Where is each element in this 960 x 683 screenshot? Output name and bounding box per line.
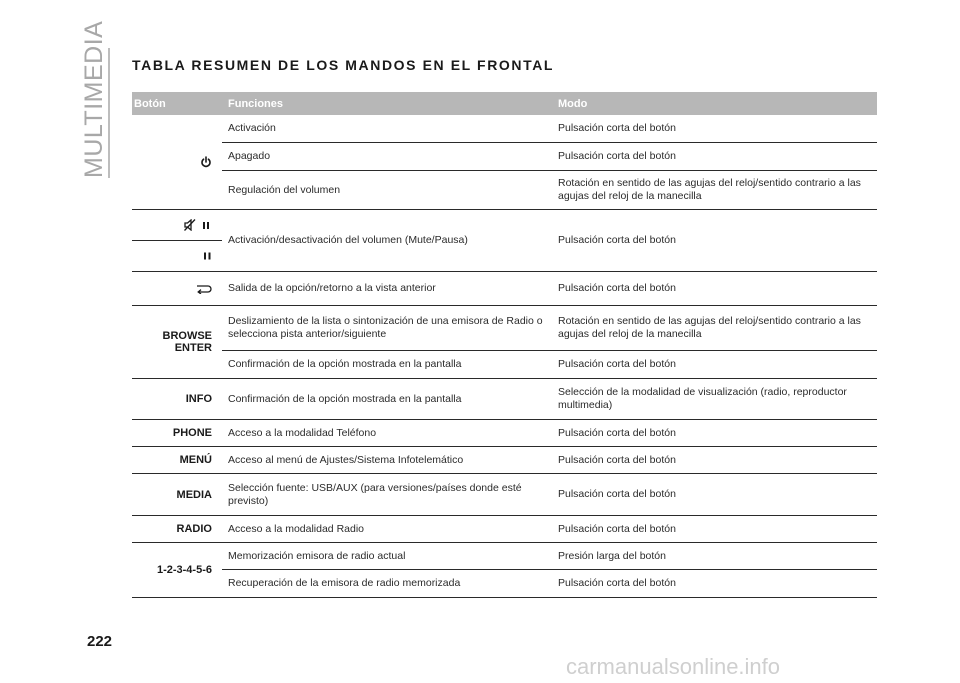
mode-cell: Pulsación corta del botón (558, 234, 676, 246)
header-modo: Modo (558, 97, 588, 110)
controls-summary-table (132, 92, 877, 598)
power-icon (200, 156, 212, 168)
header-funciones: Funciones (228, 97, 284, 110)
mode-cell: Pulsación corta del botón (558, 358, 676, 370)
function-cell: Acceso a la modalidad Radio (228, 522, 364, 535)
back-arrow-icon (196, 284, 212, 294)
function-cell: Activación/desactivación del volumen (Mute/Pausa) (228, 234, 468, 246)
table-row (222, 115, 877, 143)
table-row (222, 351, 877, 378)
table-row (222, 210, 877, 271)
table-row (222, 516, 877, 542)
group-info (132, 379, 877, 420)
group-browse-enter (132, 306, 877, 379)
table-row (222, 143, 877, 171)
button-cell-browse-enter (132, 306, 222, 378)
header-boton: Botón (134, 97, 166, 110)
mode-cell: Pulsación corta del botón (558, 453, 676, 466)
table-row (222, 543, 877, 570)
section-side-rule (108, 48, 110, 178)
function-cell: Regulación del volumen (228, 183, 341, 196)
mode-cell: Rotación en sentido de las agujas del reloj/sentido contrario a las agujas del reloj de la manecilla (558, 315, 861, 340)
site-watermark: carmanualsonline.info (566, 654, 781, 679)
mode-cell: Rotación en sentido de las agujas del reloj/sentido contrario a las agujas del reloj de la manecilla (558, 177, 861, 202)
function-cell: Confirmación de la opción mostrada en la pantalla (228, 358, 462, 370)
media-label: MEDIA (176, 488, 212, 501)
mode-cell: Pulsación corta del botón (558, 577, 676, 589)
table-row (222, 420, 877, 446)
mode-cell: Pulsación corta del botón (558, 282, 676, 294)
function-cell: Salida de la opción/retorno a la vista anterior (228, 282, 436, 294)
group-menu (132, 447, 877, 474)
group-back (132, 272, 877, 306)
table-row (222, 474, 877, 515)
table-header (132, 92, 877, 115)
button-cell-mute (132, 210, 222, 271)
pause-icon (204, 251, 212, 261)
button-cell-power (132, 115, 222, 209)
radio-label: RADIO (176, 523, 212, 535)
button-cell-menu (132, 447, 222, 473)
menu-label: MENÚ (179, 454, 212, 466)
table-row (222, 379, 877, 419)
table-row (222, 171, 877, 209)
enter-label: ENTER (174, 342, 212, 354)
page-title: TABLA RESUMEN DE LOS MANDOS EN EL FRONTAL (132, 57, 555, 73)
browse-label: BROWSE (162, 330, 212, 342)
mode-cell: Pulsación corta del botón (558, 522, 676, 535)
pause-button-symbol (132, 241, 222, 271)
table-row (222, 306, 877, 351)
button-cell-radio (132, 516, 222, 542)
function-cell: Acceso al menú de Ajustes/Sistema Infotelemático (228, 453, 464, 466)
mode-cell: Pulsación corta del botón (558, 426, 676, 439)
function-cell: Apagado (228, 150, 271, 162)
group-presets (132, 543, 877, 598)
table-row (222, 272, 877, 305)
table-row (222, 447, 877, 473)
button-cell-back (132, 272, 222, 305)
mute-pause-button-symbol (132, 210, 222, 241)
group-mute (132, 210, 877, 272)
button-cell-phone (132, 420, 222, 446)
function-cell: Deslizamiento de la lista o sintonización de una emisora de Radio o selecciona pista anterior/siguiente (228, 315, 543, 340)
button-cell-presets (132, 543, 222, 597)
page-number: 222 (87, 633, 113, 650)
mode-cell: Pulsación corta del botón (558, 122, 676, 134)
phone-label: PHONE (172, 427, 212, 439)
section-side-label: MULTIMEDIA (80, 20, 108, 178)
function-cell: Activación (228, 122, 276, 134)
group-radio (132, 516, 877, 543)
presets-label: 1-2-3-4-5-6 (156, 564, 212, 576)
group-power (132, 115, 877, 210)
mode-cell: Selección de la modalidad de visualización (radio, reproductor multimedia) (558, 386, 847, 411)
group-phone (132, 420, 877, 447)
button-cell-info (132, 379, 222, 419)
function-cell: Memorización emisora de radio actual (228, 549, 406, 562)
function-cell: Acceso a la modalidad Teléfono (228, 426, 377, 439)
mode-cell: Pulsación corta del botón (558, 488, 676, 500)
function-cell: Selección fuente: USB/AUX (para versiones/países donde esté previsto) (228, 481, 522, 507)
mute-pause-icon (184, 219, 212, 231)
table-row (222, 570, 877, 597)
function-cell: Recuperación de la emisora de radio memorizada (228, 577, 461, 589)
group-media (132, 474, 877, 516)
mode-cell: Presión larga del botón (558, 549, 666, 562)
info-label: INFO (185, 393, 212, 405)
mode-cell: Pulsación corta del botón (558, 150, 676, 162)
function-cell: Confirmación de la opción mostrada en la pantalla (228, 392, 462, 405)
button-cell-media (132, 474, 222, 515)
